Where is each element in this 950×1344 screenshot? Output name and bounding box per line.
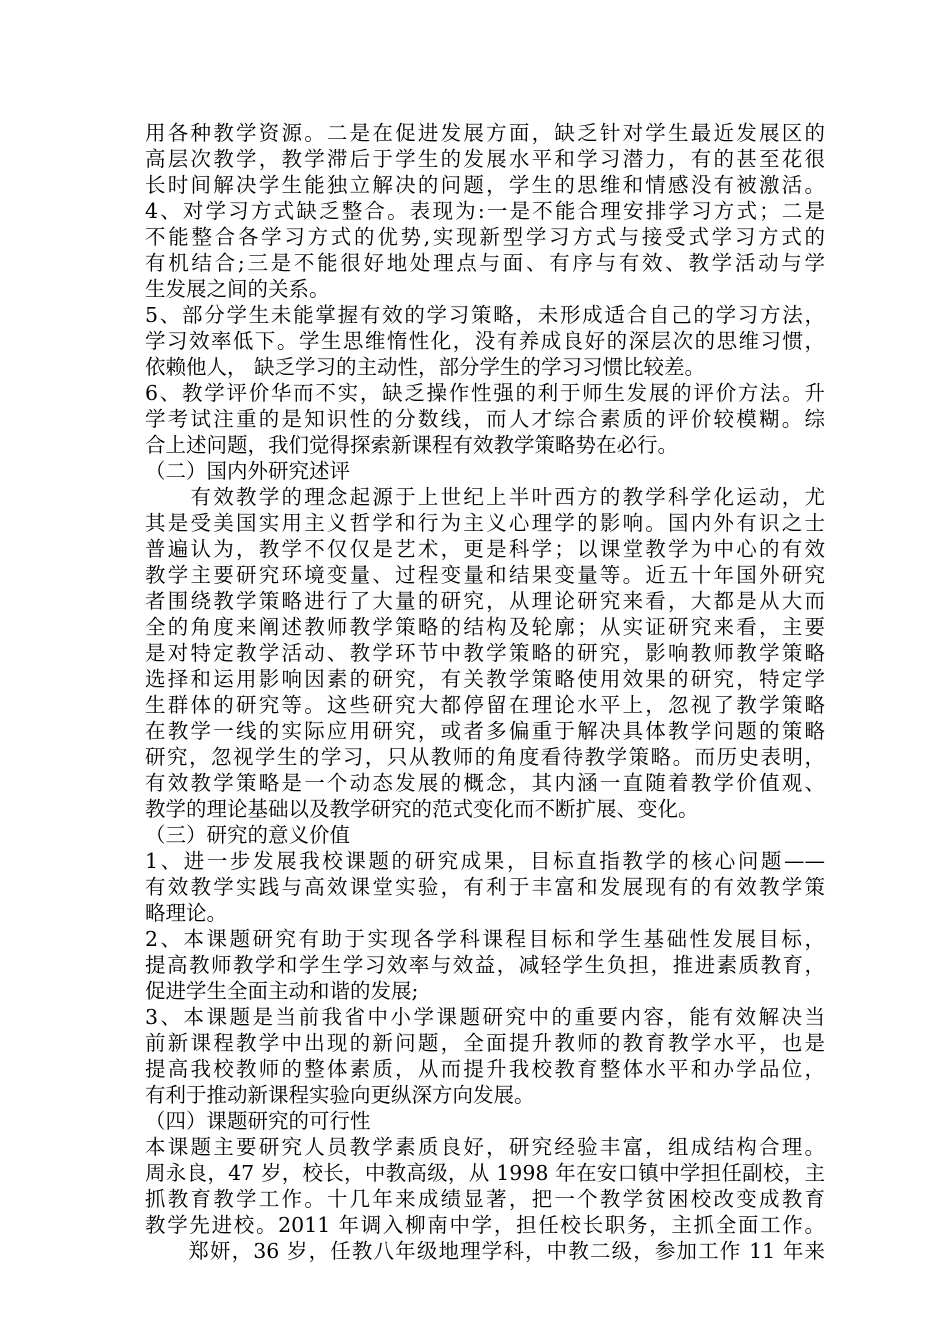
section-heading: （三）研究的意义价值 — [145, 823, 350, 847]
text-line: 普遍认为，教学不仅仅是艺术，更是科学；以课堂教学为中心的有效 — [145, 537, 825, 561]
text-line: 2、本课题研究有助于实现各学科课程目标和学生基础性发展目标， — [145, 927, 825, 951]
text-line: 选择和运用影响因素的研究，有关教学策略使用效果的研究，特定学 — [145, 667, 825, 691]
text-line: 教学的理论基础以及教学研究的范式变化而不断扩展、变化。 — [145, 797, 699, 821]
text-line: 周永良，47 岁，校长，中教高级，从 1998 年在安口镇中学担任副校，主 — [145, 1161, 825, 1185]
text-line: 合上述问题，我们觉得探索新课程有效教学策略势在必行。 — [145, 433, 678, 457]
text-line: 学考试注重的是知识性的分数线，而人才综合素质的评价较模糊。综 — [145, 407, 825, 431]
text-line: 郑妍，36 岁，任教八年级地理学科，中教二级，参加工作 11 年来 — [145, 1239, 825, 1263]
section-heading: （二）国内外研究述评 — [145, 459, 350, 483]
text-line: 4、对学习方式缺乏整合。表现为:一是不能合理安排学习方式；二是 — [145, 199, 825, 223]
text-line: 者围绕教学策略进行了大量的研究，从理论研究来看，大都是从大而 — [145, 589, 825, 613]
text-line: 全的角度来阐述教师教学策略的结构及轮廓；从实证研究来看，主要 — [145, 615, 825, 639]
text-line: 略理论。 — [145, 901, 227, 925]
text-line: 研究，忽视学生的学习，只从教师的角度看待教学策略。而历史表明， — [145, 745, 825, 769]
text-line: 在教学一线的实际应用研究，或者多偏重于解决具体教学问题的策略 — [145, 719, 825, 743]
text-line: 有利于推动新课程实验向更纵深方向发展。 — [145, 1083, 535, 1107]
text-line: 学习效率低下。学生思维惰性化，没有养成良好的深层次的思维习惯， — [145, 329, 825, 353]
text-line: 长时间解决学生能独立解决的问题，学生的思维和情感没有被激活。 — [145, 173, 825, 197]
text-line: 高层次教学，教学滞后于学生的发展水平和学习潜力，有的甚至花很 — [145, 147, 825, 171]
text-line: 教学先进校。2011 年调入柳南中学，担任校长职务，主抓全面工作。 — [145, 1213, 825, 1237]
text-line: 有效教学实践与高效课堂实验，有利于丰富和发展现有的有效教学策 — [145, 875, 825, 899]
text-line: 有机结合;三是不能很好地处理点与面、有序与有效、教学活动与学 — [145, 251, 825, 275]
text-line: 其是受美国实用主义哲学和行为主义心理学的影响。国内外有识之士 — [145, 511, 825, 535]
text-line: 抓教育教学工作。十几年来成绩显著，把一个教学贫困校改变成教育 — [145, 1187, 825, 1211]
text-line: 5、部分学生未能掌握有效的学习策略，未形成适合自己的学习方法， — [145, 303, 825, 327]
text-line: 促进学生全面主动和谐的发展; — [145, 979, 419, 1003]
text-line: 本课题主要研究人员教学素质良好，研究经验丰富，组成结构合理。 — [145, 1135, 825, 1159]
text-line: 教学主要研究环境变量、过程变量和结果变量等。近五十年国外研究 — [145, 563, 825, 587]
text-line: 1、进一步发展我校课题的研究成果，目标直指教学的核心问题—— — [145, 849, 825, 873]
text-line: 生发展之间的关系。 — [145, 277, 330, 301]
text-line: 生群体的研究等。这些研究大都停留在理论水平上，忽视了教学策略 — [145, 693, 825, 717]
text-line: 是对特定教学活动、教学环节中教学策略的研究，影响教师教学策略 — [145, 641, 825, 665]
text-line: 6、教学评价华而不实，缺乏操作性强的利于师生发展的评价方法。升 — [145, 381, 825, 405]
text-line: 3、本课题是当前我省中小学课题研究中的重要内容，能有效解决当 — [145, 1005, 825, 1029]
text-line: 用各种教学资源。二是在促进发展方面，缺乏针对学生最近发展区的 — [145, 121, 825, 145]
text-line: 有效教学策略是一个动态发展的概念，其内涵一直随着教学价值观、 — [145, 771, 825, 795]
section-heading: （四）课题研究的可行性 — [145, 1109, 371, 1133]
text-line: 不能整合各学习方式的优势,实现新型学习方式与接受式学习方式的 — [145, 225, 825, 249]
text-line: 提高我校教师的整体素质，从而提升我校教育整体水平和办学品位， — [145, 1057, 825, 1081]
text-line: 提高教师教学和学生学习效率与效益，减轻学生负担，推进素质教育， — [145, 953, 825, 977]
text-line: 前新课程教学中出现的新问题，全面提升教师的教育教学水平，也是 — [145, 1031, 825, 1055]
document-body — [145, 120, 825, 1264]
text-line: 有效教学的理念起源于上世纪上半叶西方的教学科学化运动，尤 — [145, 485, 825, 509]
text-line: 依赖他人， 缺乏学习的主动性，部分学生的学习习惯比较差。 — [145, 355, 706, 379]
